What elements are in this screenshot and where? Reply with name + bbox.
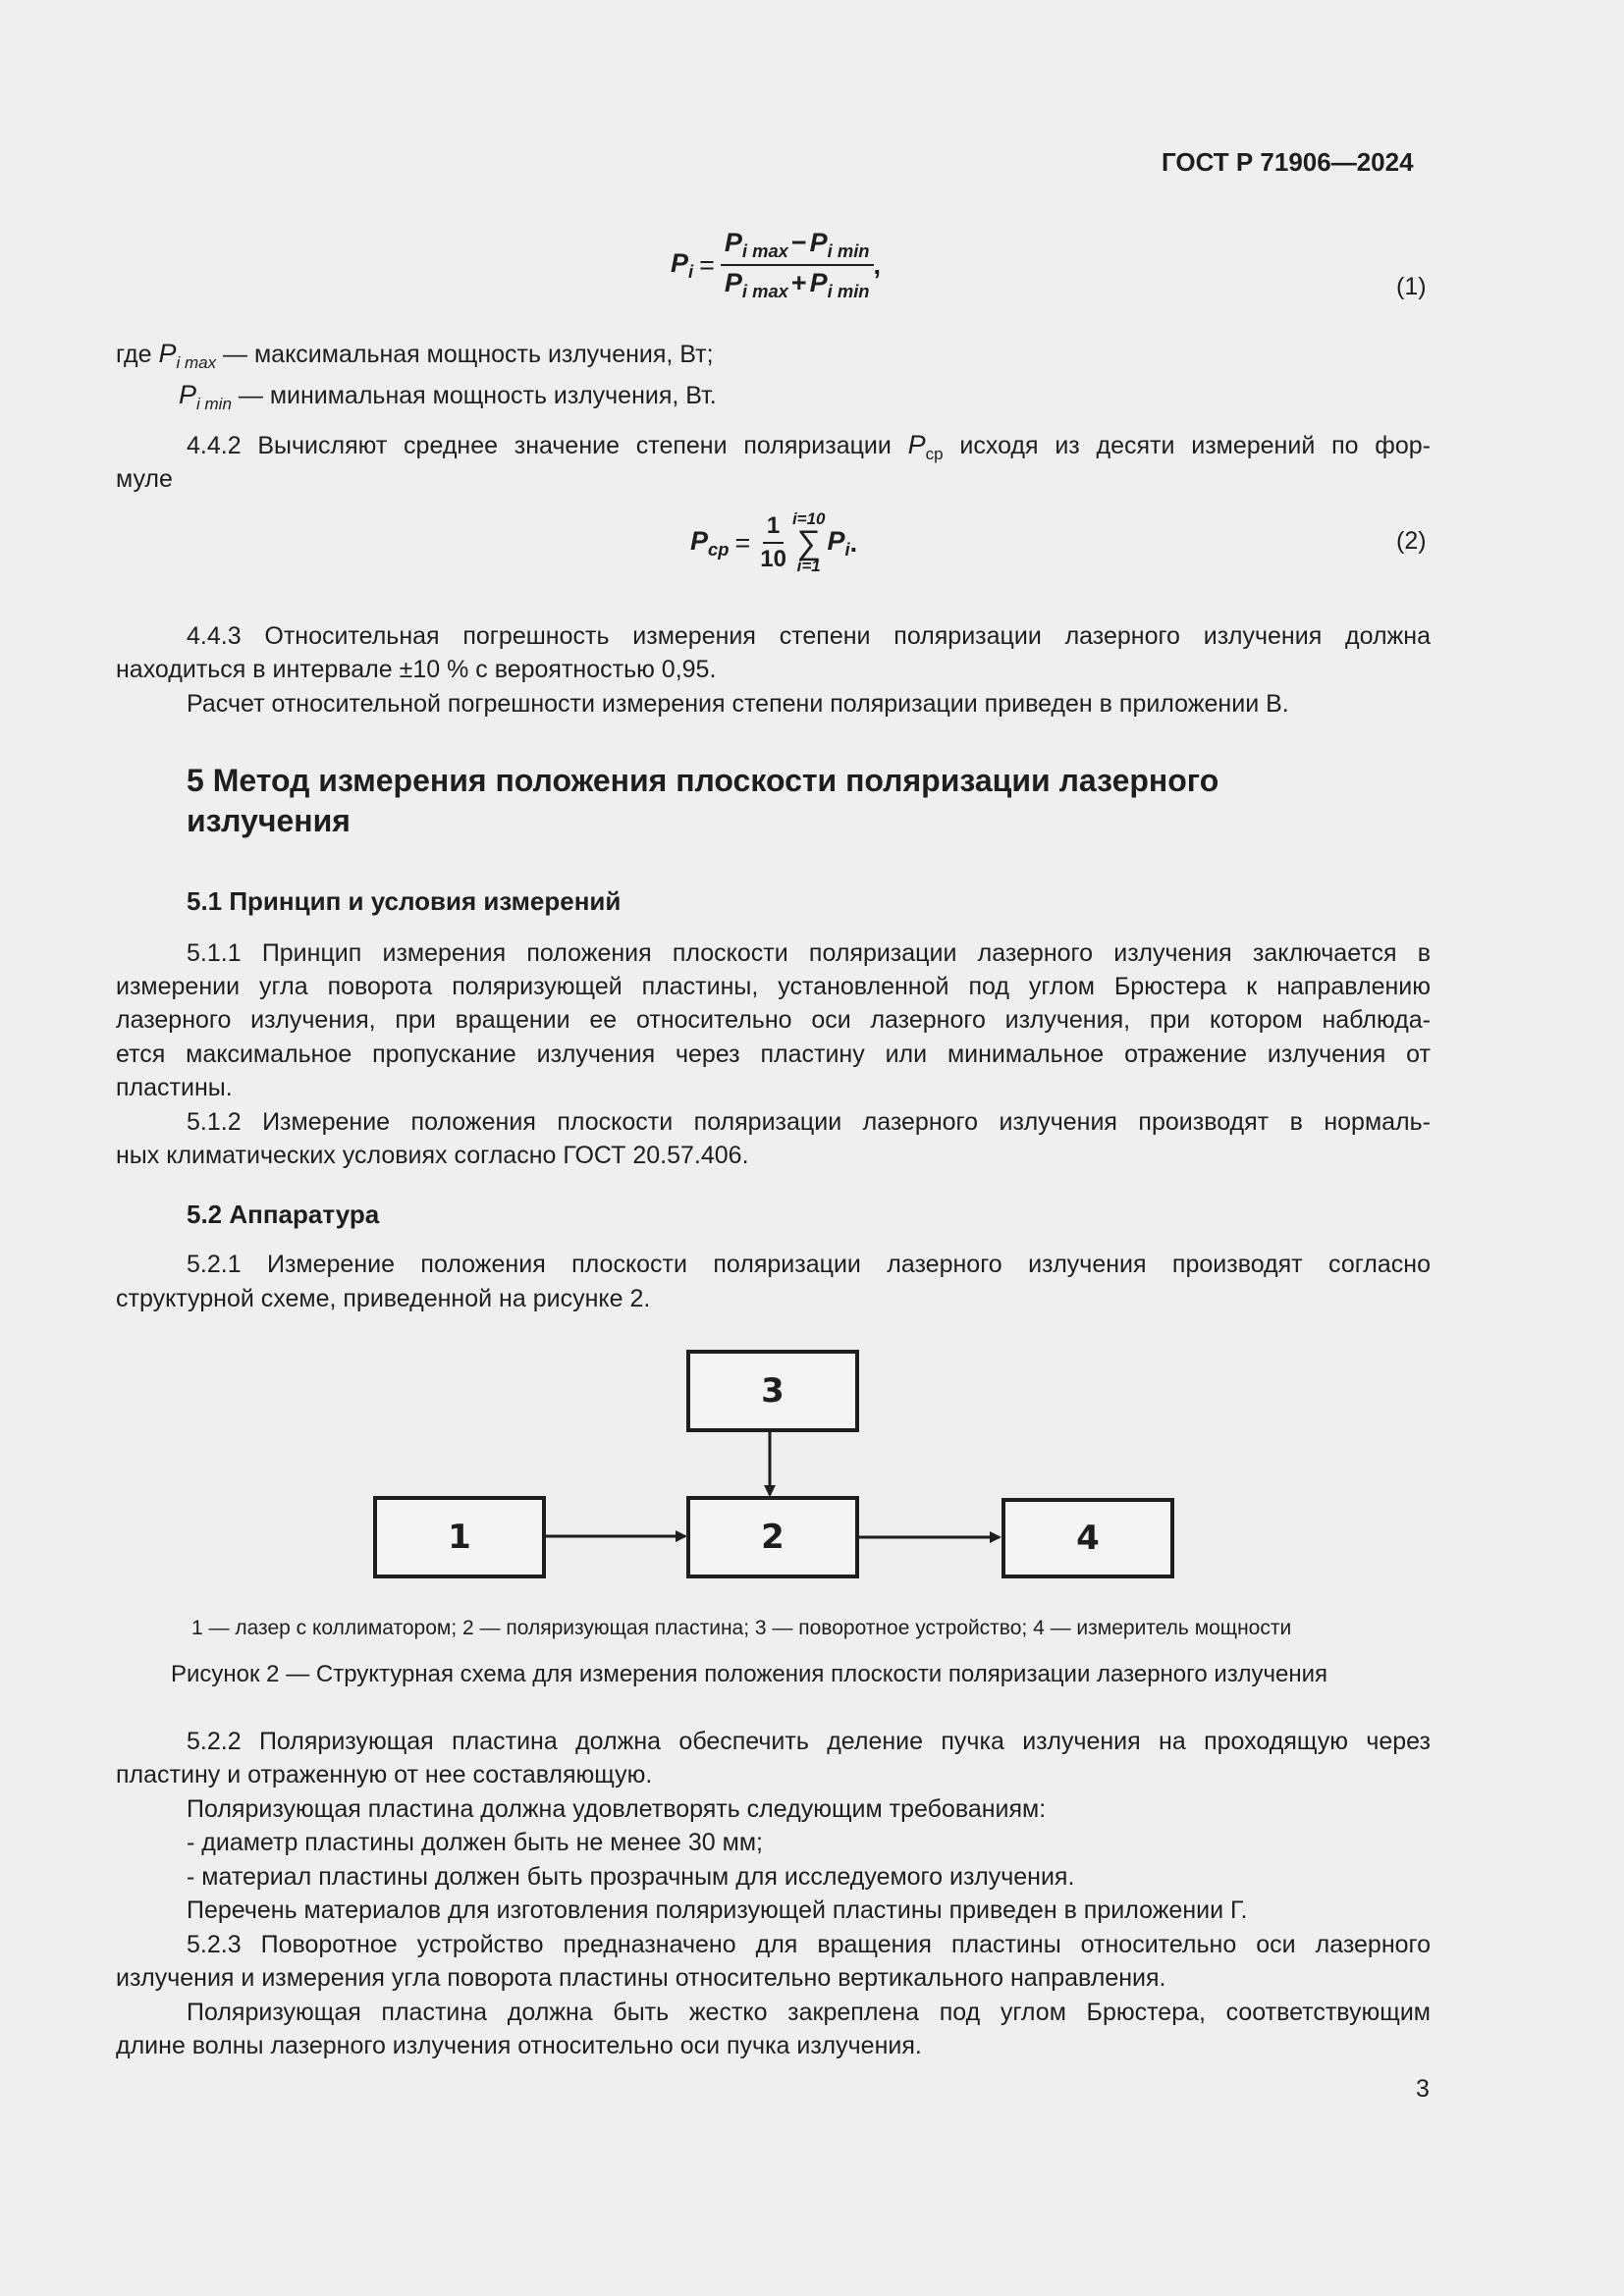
paragraph-4-4-3-line-3: Расчет относительной погрешности измерения степени поляризации приведен в приложении В. bbox=[187, 690, 1289, 718]
formula-1-equals: = bbox=[699, 249, 715, 280]
formula-2-sum: i=10 ∑ i=1 bbox=[791, 509, 826, 575]
diagram-box-1: 1 bbox=[373, 1496, 546, 1578]
paragraph-4-4-2-line-1: 4.4.2 Вычисляют среднее значение степени поляризации $P_{ср}$ исходя из десяти измерений по фор- bbox=[187, 430, 1431, 463]
paragraph-5-1-1-line-3: лазерного излучения, при вращении ее относительно оси лазерного излучения, при котором наблюда- bbox=[116, 1006, 1431, 1034]
equation-number-1: (1) bbox=[1396, 273, 1427, 300]
list-item-diameter: - диаметр пластины должен быть не менее 30 мм; bbox=[187, 1829, 763, 1856]
formula-1-comma: , bbox=[873, 249, 882, 280]
diagram-box-4: 4 bbox=[1001, 1498, 1174, 1578]
formula-2-fraction: $\frac{1}{10}$ bbox=[760, 512, 786, 572]
where-line-2: $P_{i min}$ — минимальная мощность излучения, Вт. bbox=[179, 380, 717, 413]
formula-2-period: . bbox=[849, 527, 858, 558]
paragraph-5-2-2-line-3: Поляризующая пластина должна удовлетворять следующим требованиям: bbox=[187, 1795, 1047, 1823]
paragraph-5-2-3-line-1: 5.2.3 Поворотное устройство предназначено для вращения пластины относительно оси лазерного bbox=[187, 1931, 1431, 1958]
formula-2-equals: = bbox=[734, 527, 751, 558]
paragraph-4-4-3-line-1: 4.4.3 Относительная погрешность измерения степени поляризации лазерного излучения должна bbox=[187, 622, 1431, 650]
diagram-box-3: 3 bbox=[686, 1350, 859, 1432]
paragraph-5-1-1-line-4: ется максимальное пропускание излучения через пластину или минимальное отражение излучения от bbox=[116, 1041, 1431, 1068]
figure-caption: Рисунок 2 — Структурная схема для измерения положения плоскости поляризации лазерного излучения bbox=[171, 1661, 1328, 1687]
formula-2-lhs: $P_{ср}$ bbox=[690, 525, 730, 560]
section-5-1-title: 5.1 Принцип и условия измерений bbox=[187, 886, 622, 916]
section-5-title-line-1: 5 Метод измерения положения плоскости поляризации лазерного bbox=[187, 763, 1219, 798]
document-header: ГОСТ Р 71906—2024 bbox=[1162, 147, 1414, 177]
figure-legend: 1 — лазер с коллиматором; 2 — поляризующая пластина; 3 — поворотное устройство; 4 — измеритель мощности bbox=[191, 1617, 1292, 1639]
formula-1-fraction: $\frac{P_{i max} - P_{i min}}{P_{i max} + P_{i min}}$ bbox=[721, 228, 874, 302]
section-5-2-title: 5.2 Аппаратура bbox=[187, 1200, 380, 1229]
paragraph-4-4-3-line-2: находиться в интервале ±10 % с вероятностью 0,95. bbox=[116, 656, 717, 683]
paragraph-5-1-2-line-2: ных климатических условиях согласно ГОСТ 20.57.406. bbox=[116, 1142, 749, 1169]
paragraph-5-1-1-line-5: пластины. bbox=[116, 1074, 233, 1101]
paragraph-4-4-2-line-2: муле bbox=[116, 465, 173, 493]
paragraph-5-2-2-line-2: пластину и отраженную от нее составляющую. bbox=[116, 1761, 653, 1789]
paragraph-5-1-2-line-1: 5.1.2 Измерение положения плоскости поляризации лазерного излучения производят в нормаль- bbox=[187, 1108, 1431, 1136]
paragraph-5-2-3-line-2: излучения и измерения угла поворота пластины относительно вертикального направления. bbox=[116, 1964, 1166, 1992]
diagram-box-2: 2 bbox=[686, 1496, 859, 1578]
paragraph-5-2-2-line-6: Перечень материалов для изготовления поляризующей пластины приведен в приложении Г. bbox=[187, 1896, 1248, 1924]
list-item-material: - материал пластины должен быть прозрачным для исследуемого излучения. bbox=[187, 1863, 1075, 1891]
paragraph-5-2-3-line-3: Поляризующая пластина должна быть жестко закреплена под углом Брюстера, соответствующим bbox=[187, 1999, 1431, 2026]
paragraph-5-2-2-line-1: 5.2.2 Поляризующая пластина должна обеспечить деление пучка излучения на проходящую через bbox=[187, 1728, 1431, 1755]
formula-1-lhs: $P_i$ bbox=[671, 247, 694, 282]
paragraph-5-2-1-line-2: структурной схеме, приведенной на рисунке 2. bbox=[116, 1285, 651, 1312]
page-number: 3 bbox=[1416, 2075, 1430, 2103]
section-5-title-line-2: излучения bbox=[187, 803, 351, 838]
equation-number-2: (2) bbox=[1396, 527, 1427, 555]
paragraph-5-1-1-line-1: 5.1.1 Принцип измерения положения плоскости поляризации лазерного излучения заключается в bbox=[187, 939, 1431, 967]
paragraph-5-2-1-line-1: 5.2.1 Измерение положения плоскости поляризации лазерного излучения производят согласно bbox=[187, 1251, 1431, 1278]
paragraph-5-1-1-line-2: измерении угла поворота поляризующей пластины, установленной под углом Брюстера к направлению bbox=[116, 973, 1431, 1000]
formula-2-term: $P_i$ bbox=[827, 525, 850, 560]
where-line-1: где $P_{i max}$ — максимальная мощность излучения, Вт; bbox=[116, 339, 714, 372]
paragraph-5-2-3-line-4: длине волны лазерного излучения относительно оси пучка излучения. bbox=[116, 2032, 922, 2059]
